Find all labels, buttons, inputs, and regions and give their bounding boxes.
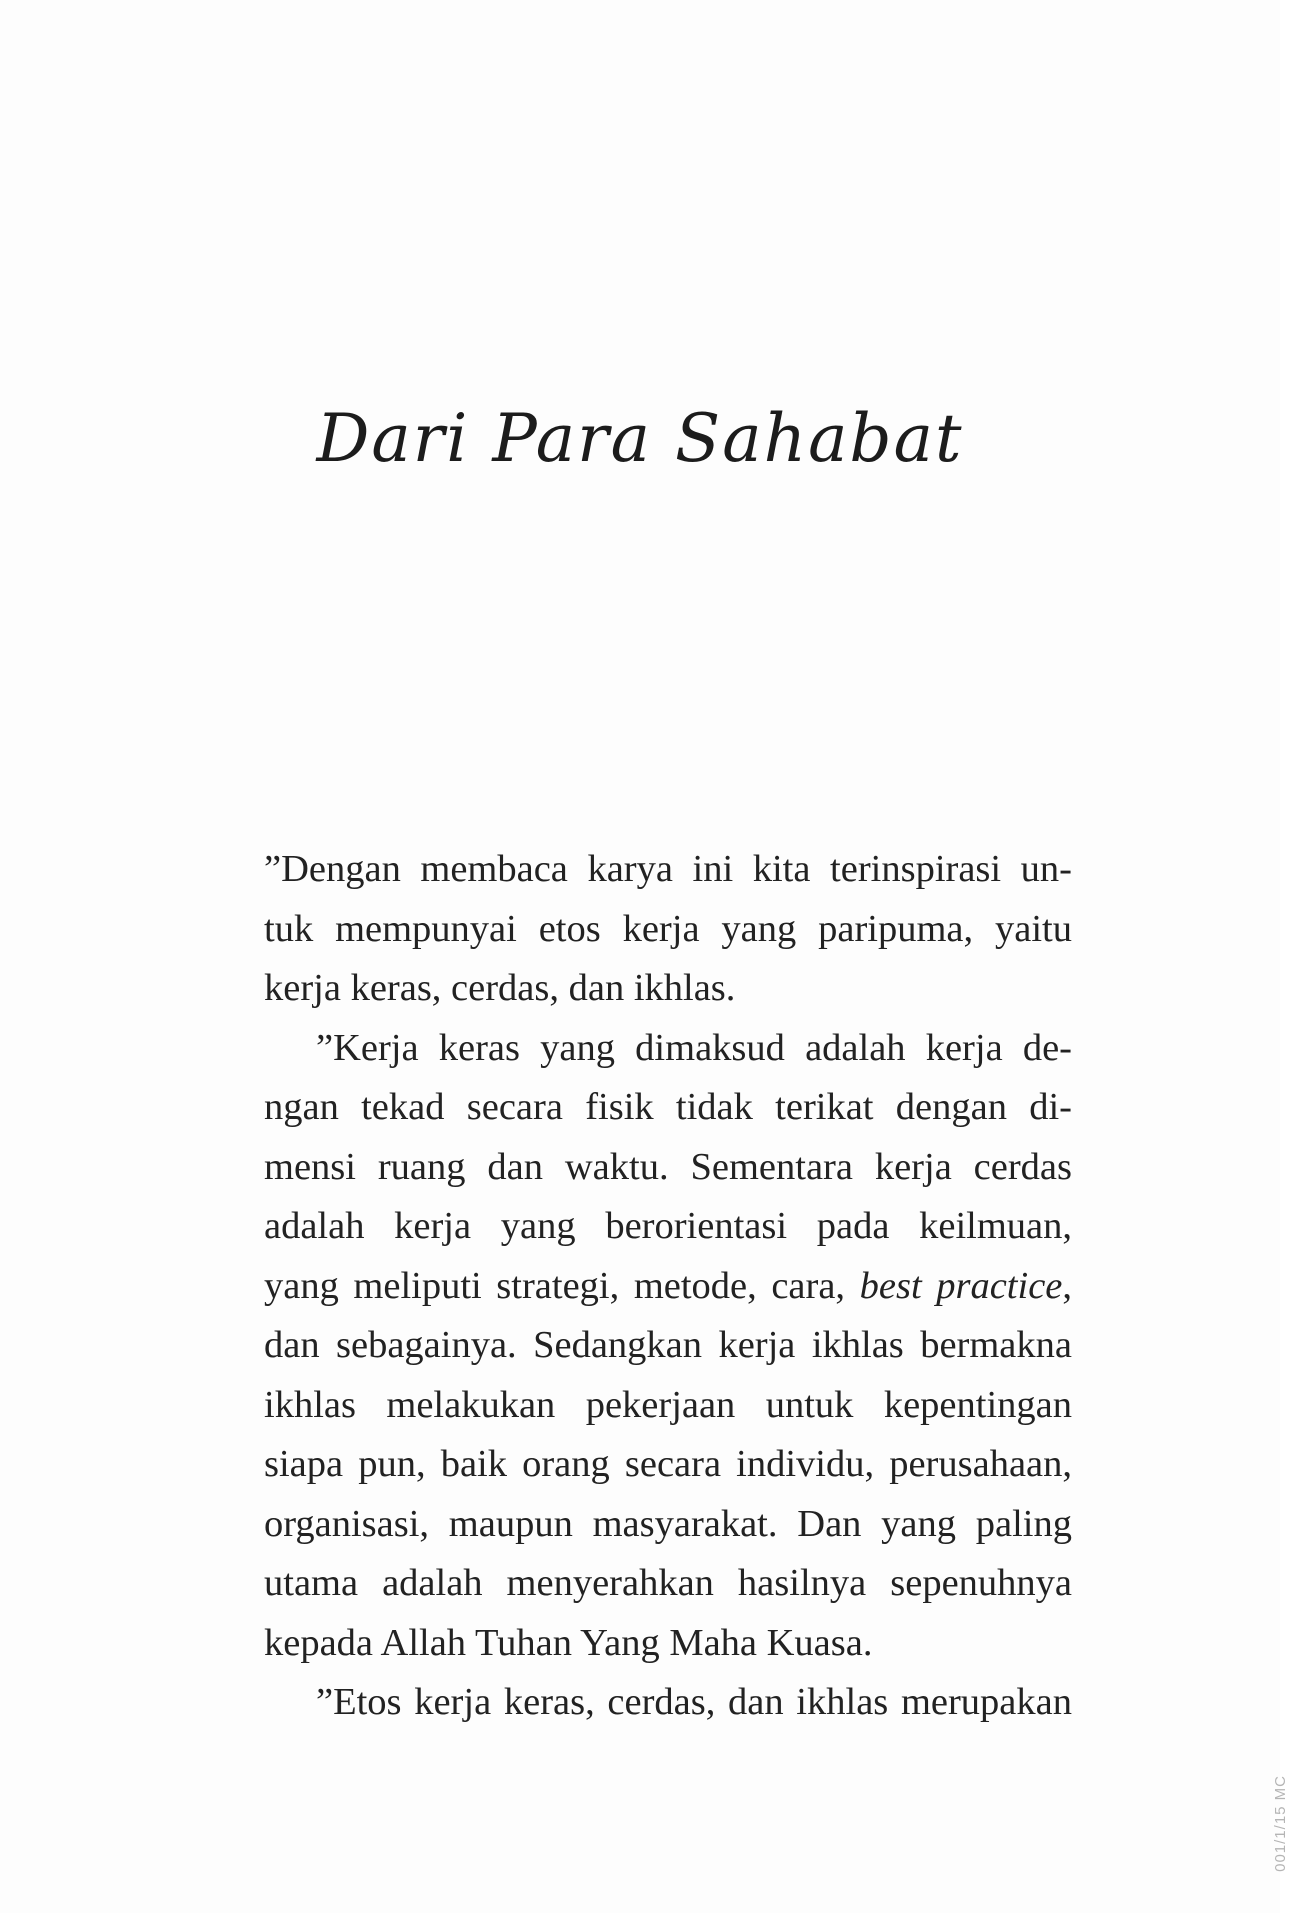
text-fragment: yang meliputi strategi, metode, cara, — [264, 1264, 846, 1307]
text-line: mensi ruang dan waktu. Sementara kerja cerdas — [264, 1145, 1072, 1188]
text-line — [264, 1257, 1072, 1317]
italic-phrase: best practice — [859, 1264, 1063, 1307]
text-line: siapa pun, baik orang secara individu, perusahaan, — [264, 1443, 1072, 1485]
punctuation: , — [1062, 1264, 1072, 1307]
margin-print-code: 001/1/15 MC — [1272, 1775, 1289, 1872]
text-line: ”Etos kerja keras, cerdas, dan ikhlas merupakan — [316, 1681, 1072, 1723]
text-line: ”Kerja keras yang dimaksud adalah kerja de- — [316, 1026, 1072, 1069]
text-line: kepada Allah Tuhan Yang Maha Kuasa. — [264, 1621, 873, 1664]
chapter-title: Dari Para Sahabat — [316, 400, 964, 477]
text-line: organisasi, maupun masyarakat. Dan yang paling — [264, 1502, 1072, 1545]
text-line: kerja keras, cerdas, dan ikhlas. — [264, 967, 736, 1009]
text-line: ”Dengan membaca karya ini kita terinspirasi un- — [264, 848, 1072, 890]
text-line: dan sebagainya. Sedangkan kerja ikhlas bermakna — [264, 1324, 1072, 1366]
body-text — [264, 840, 1072, 1733]
text-line: tuk mempunyai etos kerja yang paripuma, yaitu — [264, 907, 1072, 950]
text-line: ngan tekad secara fisik tidak terikat dengan di- — [264, 1086, 1072, 1128]
text-line: ikhlas melakukan pekerjaan untuk kepentingan — [264, 1383, 1072, 1426]
text-line: adalah kerja yang berorientasi pada keilmuan, — [264, 1205, 1072, 1247]
text-line: utama adalah menyerahkan hasilnya sepenuhnya — [264, 1562, 1072, 1604]
